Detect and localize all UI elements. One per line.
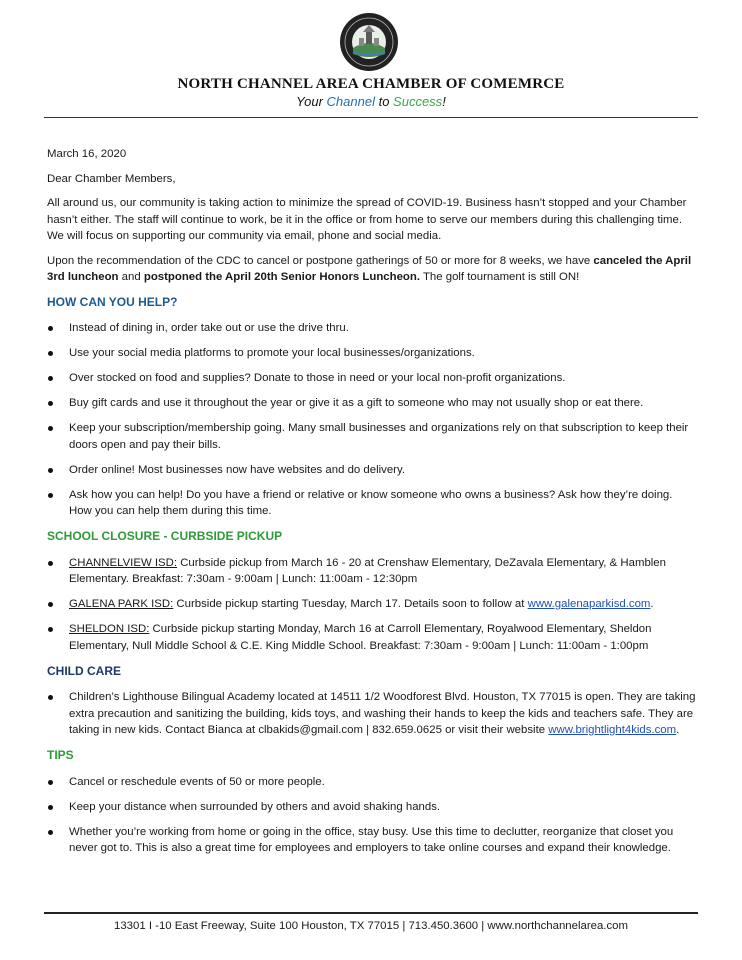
tips-heading: TIPS	[47, 748, 74, 762]
list-item	[47, 555, 697, 588]
list-item-text: Instead of dining in, order take out or use the drive thru.	[69, 322, 349, 334]
galena-label: GALENA PARK ISD:	[69, 598, 174, 610]
bullet-icon	[48, 695, 53, 700]
footer-divider	[44, 912, 698, 914]
footer-contact: 13301 I -10 East Freeway, Suite 100 Houston, TX 77015 | 713.450.3600 | www.northchannelarea.com	[114, 920, 628, 932]
cancel-text: Upon the recommendation of the CDC to cancel or postpone gatherings of 50 or more for 8 weeks, we have	[47, 254, 594, 267]
list-item-text: Keep your subscription/membership going. Many small businesses and organizations rely on that subscription to keep their doors open and pay their bills.	[69, 422, 689, 451]
galena-text: Curbside pickup starting Tuesday, March 17. Details soon to follow at	[173, 598, 528, 610]
channelview-label: CHANNELVIEW ISD:	[69, 556, 178, 569]
organization-name: NORTH CHANNEL AREA CHAMBER OF COMEMRCE	[177, 76, 565, 92]
header-divider	[44, 117, 698, 118]
list-item	[47, 487, 697, 520]
childcare-end: .	[676, 724, 680, 736]
list-item	[47, 799, 697, 816]
letter-greeting: Dear Chamber Members,	[47, 172, 176, 185]
childcare-heading: CHILD CARE	[47, 663, 121, 678]
cancel-text: The golf tournament is still ON!	[419, 271, 580, 283]
list-item-text: Cancel or reschedule events of 50 or more people.	[69, 775, 325, 788]
bullet-icon	[48, 830, 53, 835]
bullet-icon	[48, 426, 53, 431]
bullet-icon	[48, 780, 53, 785]
bullet-icon	[48, 805, 53, 810]
list-item	[47, 395, 697, 412]
list-item	[47, 824, 697, 857]
list-item	[47, 621, 697, 654]
bullet-icon	[48, 401, 53, 406]
school-list	[47, 555, 697, 655]
help-list	[47, 320, 697, 520]
list-item-text: Over stocked on food and supplies? Donate to those in need or your local non-profit organizations.	[69, 372, 566, 384]
letter-intro: All around us, our community is taking action to minimize the spread of COVID-19. Business hasn’t stopped and your Chamber hasn’t either. The staff will continue to work, be it in the office or from home to serve our members during this challenging time. We will focus on supporting our community via email, phone and social media.	[47, 197, 687, 242]
list-item	[47, 345, 697, 362]
galena-end: .	[650, 598, 654, 610]
bullet-icon	[48, 561, 53, 566]
bullet-icon	[48, 376, 53, 381]
bullet-icon	[48, 493, 53, 498]
list-item-text: Order online! Most businesses now have websites and do delivery.	[69, 463, 405, 476]
list-item	[47, 420, 697, 453]
brightlight-link[interactable]: www.brightlight4kids.com	[548, 724, 677, 736]
cancel-text: and	[118, 271, 144, 283]
tagline	[0, 94, 742, 109]
list-item-text: Buy gift cards and use it throughout the year or give it as a gift to someone who may not usually shop or eat there.	[69, 397, 644, 409]
sheldon-label: SHELDON ISD:	[69, 623, 150, 635]
channelview-text: Curbside pickup from March 16 - 20 at Crenshaw Elementary, DeZavala Elementary, & Hamblen Elementary. Breakfast: 7:30am - 9:00am | Lunch: 11:00am - 12:30pm	[69, 556, 666, 585]
chamber-seal-icon	[339, 12, 399, 72]
bullet-icon	[48, 468, 53, 473]
tagline-word: !	[442, 94, 446, 109]
cancel-bold: canceled the April 3rd luncheon	[47, 254, 692, 283]
list-item	[47, 462, 697, 479]
tagline-channel: Channel	[326, 94, 375, 109]
tips-list	[47, 774, 697, 857]
letter-body	[47, 146, 697, 865]
childcare-text: Children’s Lighthouse Bilingual Academy located at 14511 1/2 Woodforest Blvd. Houston, TX 77015 is open. They are taking extra precaution and sanitizing the building, kids toys, and washing their hands to keep the kids and teachers safe. They are taking in new kids. Contact Bianca at clbakids@gmail.com | 832.659.0625 or visit their website	[69, 691, 696, 736]
postpone-bold: postponed the April 20th Senior Honors Luncheon.	[143, 271, 420, 283]
help-heading: HOW CAN YOU HELP?	[47, 294, 178, 309]
school-heading: SCHOOL CLOSURE - CURBSIDE PICKUP	[47, 529, 283, 543]
list-item	[47, 689, 697, 739]
list-item	[47, 320, 697, 337]
bullet-icon	[48, 627, 53, 632]
bullet-icon	[48, 326, 53, 331]
list-item-text: Ask how you can help! Do you have a friend or relative or know someone who owns a business? Ask how they’re doing. How you can help them during this time.	[69, 488, 673, 517]
list-item	[47, 774, 697, 791]
bullet-icon	[48, 602, 53, 607]
list-item-text: Keep your distance when surrounded by others and avoid shaking hands.	[69, 800, 441, 813]
list-item	[47, 596, 697, 613]
tagline-word: to	[374, 94, 394, 109]
tagline-word: Your	[296, 94, 327, 109]
sheldon-text: Curbside pickup starting Monday, March 16 at Carroll Elementary, Royalwood Elementary, Sheldon Elementary, Null Middle School & C.E. King Middle School. Breakfast: 7:30am - 9:00am | Lunch: 11:00am - 1:00pm	[69, 623, 652, 652]
bullet-icon	[48, 351, 53, 356]
list-item	[47, 370, 697, 387]
childcare-list	[47, 689, 697, 739]
tagline-success: Success	[393, 94, 443, 109]
list-item-text: Use your social media platforms to promote your local businesses/organizations.	[69, 347, 475, 359]
letter-cancellations	[47, 253, 697, 286]
galena-park-link[interactable]: www.galenaparkisd.com	[527, 598, 651, 610]
list-item-text: Whether you’re working from home or going in the office, stay busy. Use this time to declutter, reorganize that closet you never got to. This is also a great time for employees and employers to take online courses and expand their knowledge.	[69, 825, 674, 854]
letter-date: March 16, 2020	[47, 148, 127, 160]
